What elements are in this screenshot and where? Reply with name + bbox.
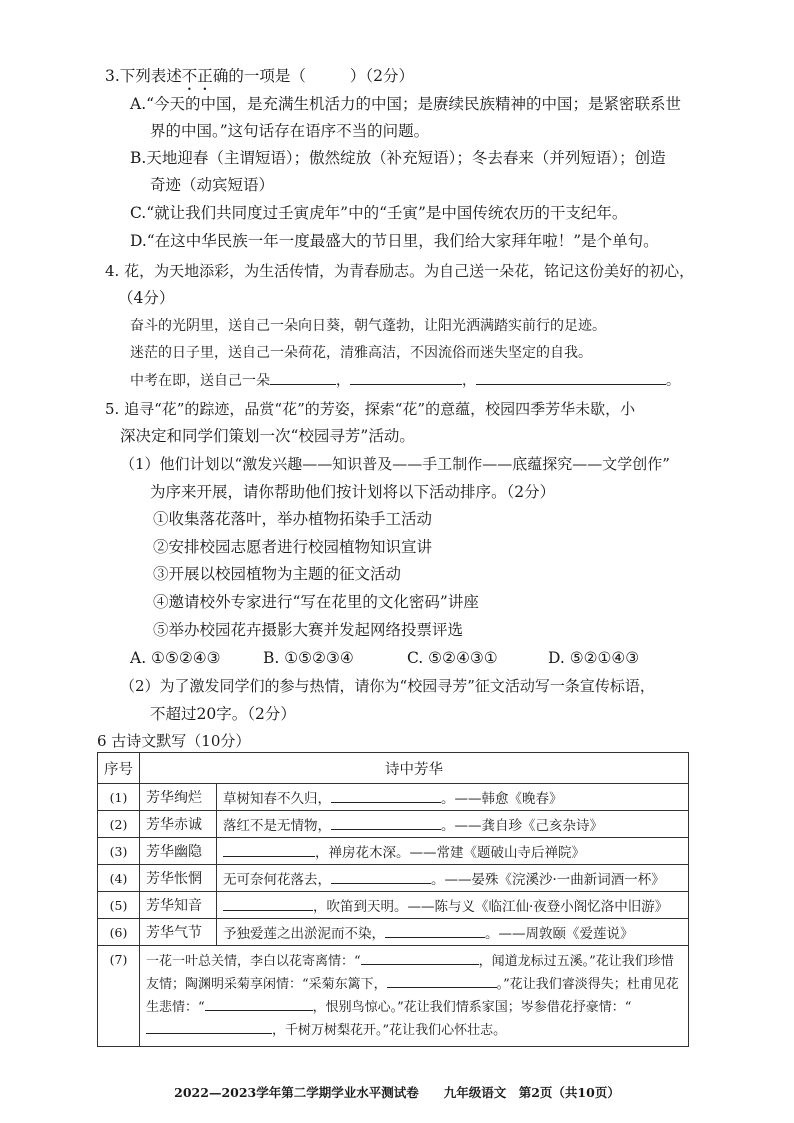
q4-example-2: 迷茫的日子里，送自己一朵荷花，清雅高洁，不因流俗而迷失坚定的自我。 xyxy=(130,345,592,361)
table-row: (3) 芳华幽隐 ，禅房花木深。——常建《题破山寺后禅院》 xyxy=(98,838,689,865)
q3-option-a-line1: A.“今天的中国，是充满生机活力的中国；是赓续民族精神的中国；是紧密联系世 xyxy=(130,95,682,113)
q5-stem-line2: 深决定和同学们策划一次“校园寻芳”活动。 xyxy=(120,427,415,445)
list-item: ③开展以校园植物为主题的征文活动 xyxy=(153,565,402,583)
table-row: (5) 芳华知音 ，吹笛到天明。——陈与义《临江仙·夜登小阁忆洛中旧游》 xyxy=(98,892,689,919)
list-item: ④邀请校外专家进行“写在花里的文化密码”讲座 xyxy=(153,593,479,611)
answer-blank[interactable] xyxy=(270,370,336,385)
q5-part2-line1: （2）为了激发同学们的参与热情，请你为“校园寻芳”征文活动写一条宣传标语， xyxy=(120,677,655,695)
answer-blank[interactable] xyxy=(331,870,431,884)
q3-stem: 3.下列表述不正确的一项是（ ）（2分） xyxy=(105,67,414,85)
list-item: ⑤举办校园花卉摄影大赛并发起网络投票评选 xyxy=(153,621,464,639)
header-title: 诗中芳华 xyxy=(140,753,689,784)
q3-option-d: D.“在这中华民族一年一度最盛大的节日里，我们给大家拜年啦！”是个单句。 xyxy=(130,232,659,250)
q3-option-a-line2: 界的中国。”这句话存在语序不当的问题。 xyxy=(150,122,430,140)
emphasis-text: 不正 xyxy=(181,67,213,85)
q6-title: 6 古诗文默写（10分） xyxy=(97,732,251,750)
answer-blank[interactable] xyxy=(476,370,666,385)
q3-option-b-line1: B.天地迎春（主谓短语）；傲然绽放（补充短语）；冬去春来（并列短语）；创造 xyxy=(130,149,666,167)
list-item: ①收集落花落叶，举办植物拓染手工活动 xyxy=(153,510,433,528)
answer-blank[interactable] xyxy=(387,974,497,988)
q5-stem-line1: 5. 追寻“花”的踪迹，品赏“花”的芳姿，探索“花”的意蕴，校园四季芳华未歇，小 xyxy=(105,400,636,418)
list-item: ②安排校园志愿者进行校园植物知识宣讲 xyxy=(153,538,433,556)
header-no: 序号 xyxy=(98,753,140,784)
q4-score: （4分） xyxy=(118,289,175,307)
answer-blank[interactable] xyxy=(331,789,441,803)
answer-blank[interactable] xyxy=(385,924,485,938)
answer-blank[interactable] xyxy=(361,951,479,965)
answer-blank[interactable] xyxy=(350,370,462,385)
row7-text: 一花一叶总关情，李白以花寄离情：“ ，闻道龙标过五溪。”花让我们珍惜友情；陶渊明采菊享闲情：“采菊东篱下， 。”花让我们睿淡得失；杜甫见花生悲情：“ ，恨别鸟惊心。”花让我们情系家国；岑参借花抒豪情：“，千树万树梨花开。”花让我们心怀壮志。 xyxy=(140,946,689,1047)
choice-c[interactable]: C. ⑤②④③① xyxy=(407,649,498,667)
table-row: (1) 芳华绚烂 草树知春不久归， 。——韩愈《晚春》 xyxy=(98,784,689,811)
poem-table xyxy=(97,752,689,1047)
q3-option-b-line2: 奇迹（动宾短语） xyxy=(150,176,275,194)
table-row: (7) 一花一叶总关情，李白以花寄离情：“ ，闻道龙标过五溪。”花让我们珍惜友情；陶渊明采菊享闲情：“采菊东篱下， 。”花让我们睿淡得失；杜甫见花生悲情：“ ，恨别鸟惊心。”花让我们情系家国；岑参借花抒豪情：“，千树万树梨花开。”花让我们心怀壮志。 xyxy=(98,946,689,1047)
answer-blank[interactable] xyxy=(146,1020,272,1034)
table-row: (4) 芳华怅惘 无可奈何花落去， 。——晏殊《浣溪沙·一曲新词酒一杯》 xyxy=(98,865,689,892)
q5-part2-line2: 不超过20字。（2分） xyxy=(150,705,296,723)
table-header-row xyxy=(98,753,689,784)
answer-blank[interactable] xyxy=(223,897,313,911)
answer-blank[interactable] xyxy=(331,816,441,830)
q3-option-c: C.“就让我们共同度过壬寅虎年”中的“壬寅”是中国传统农历的干支纪年。 xyxy=(130,204,628,222)
answer-blank[interactable] xyxy=(205,997,313,1011)
q5-part1-line1: （1）他们计划以“激发兴趣——知识普及——手工制作——底蕴探究——文学创作” xyxy=(120,455,670,473)
q4-stem: 4. 花，为天地添彩，为生活传情，为青春励志。为自己送一朵花，铭记这份美好的初心， xyxy=(105,262,695,280)
table-row: (6) 芳华气节 予独爱莲之出淤泥而不染， 。——周敦颐《爱莲说》 xyxy=(98,919,689,946)
q4-answer-line: 中考在即，送自己一朵 ， ， 。 xyxy=(130,370,680,391)
answer-blank[interactable] xyxy=(223,843,315,857)
q4-example-1: 奋斗的光阴里，送自己一朵向日葵，朝气蓬勃，让阳光洒满踏实前行的足迹。 xyxy=(130,318,606,334)
choice-d[interactable]: D. ⑤②①④③ xyxy=(548,649,640,667)
table-row: (2) 芳华赤诚 落红不是无情物， 。——龚自珍《己亥杂诗》 xyxy=(98,811,689,838)
choice-a[interactable]: A. ①⑤②④③ xyxy=(130,649,221,667)
q5-part1-line2: 为序来开展，请你帮助他们按计划将以下活动排序。（2分） xyxy=(150,483,556,501)
page-footer: 2022—2023学年第二学期学业水平测试卷 九年级语文 第2页（共10页） xyxy=(174,1085,620,1100)
choice-b[interactable]: B. ①⑤②③④ xyxy=(263,649,354,667)
